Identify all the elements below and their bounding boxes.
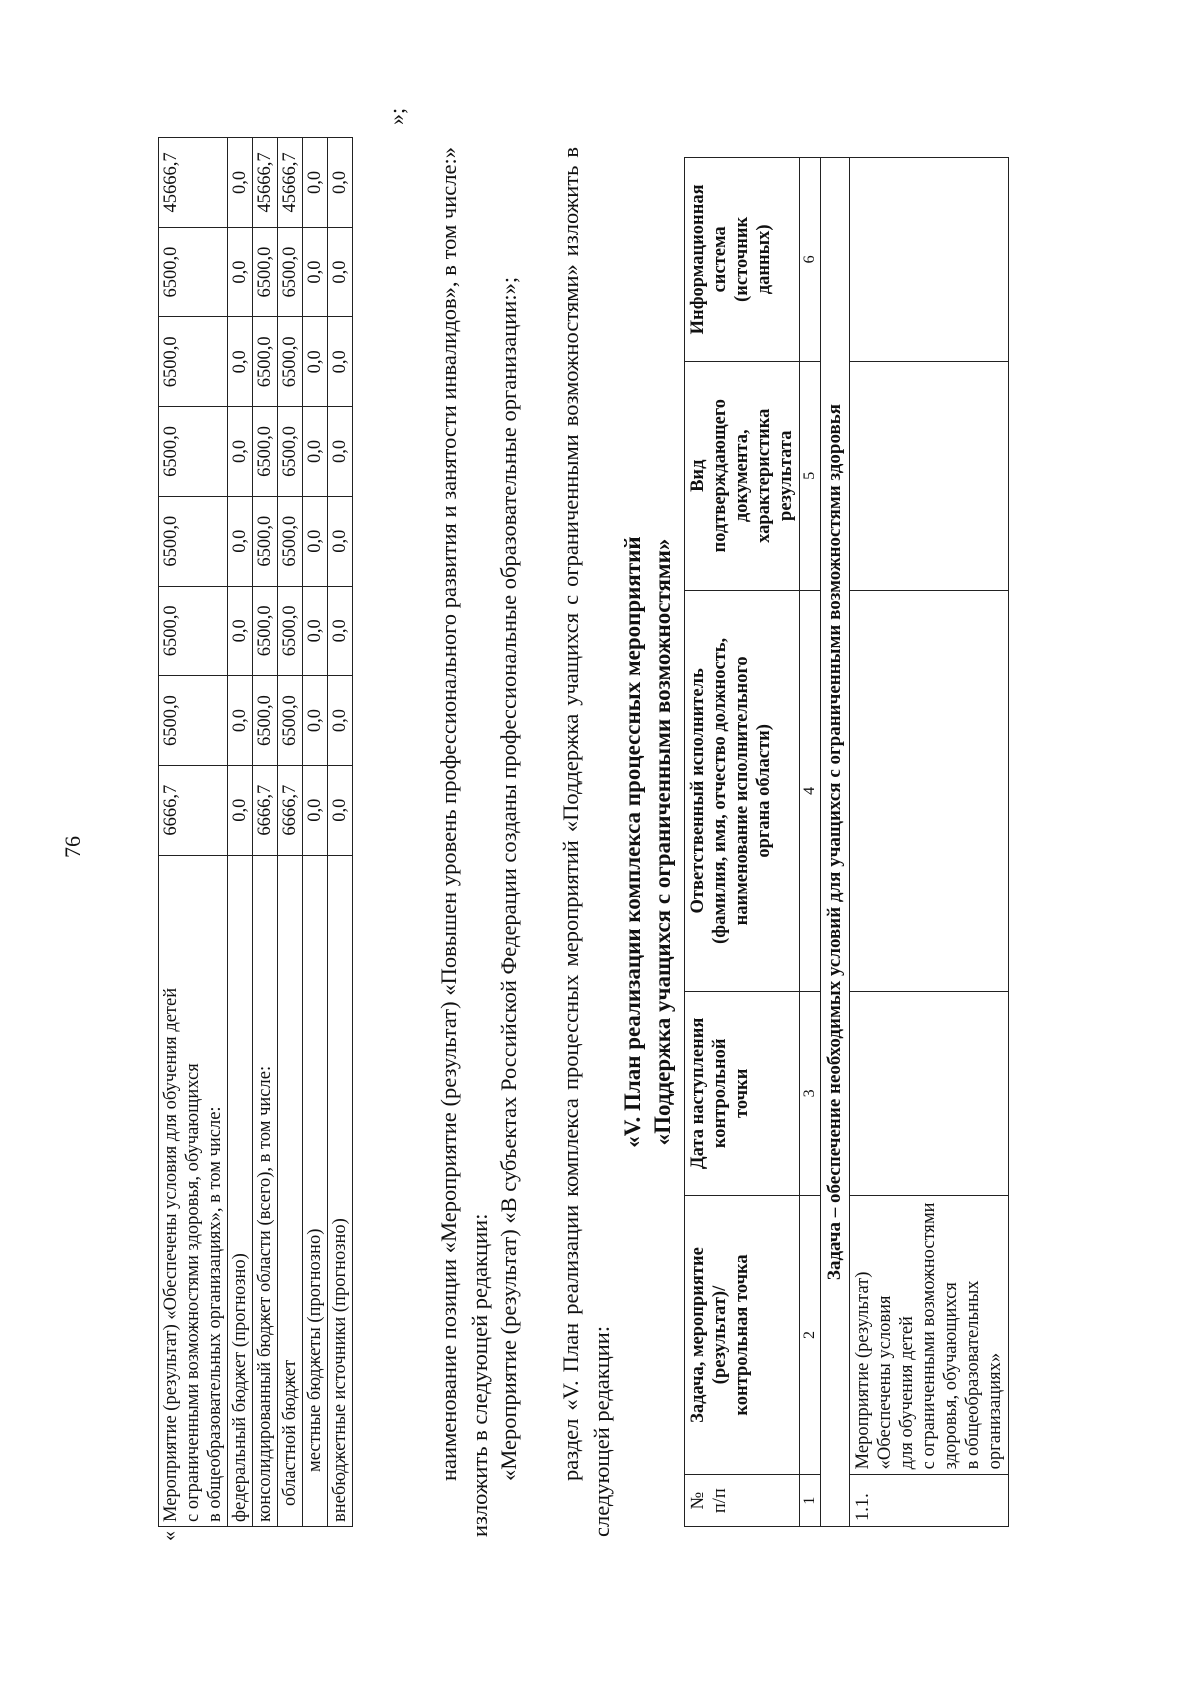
- plan-table: [684, 157, 1009, 1527]
- financing-row-label: местные бюджеты (прогнозно): [303, 855, 328, 1526]
- financing-value: 6500,0: [159, 586, 228, 676]
- financing-value: 6500,0: [253, 676, 278, 766]
- financing-value: 6500,0: [278, 676, 303, 766]
- item-info-system-cell: [850, 158, 1009, 362]
- financing-table: [158, 137, 353, 1527]
- financing-value: 6500,0: [278, 227, 303, 317]
- financing-value: 0,0: [303, 765, 328, 855]
- financing-value: 6500,0: [278, 496, 303, 586]
- financing-value: 6500,0: [278, 317, 303, 407]
- paragraph-rename-position: наименование позиции «Мероприятие (результат) «Повышен уровень профессионального развития и занятости инвалидов», в том числе:» изложить в следующей редакции:: [435, 147, 492, 1537]
- financing-value: 6500,0: [159, 227, 228, 317]
- financing-row: [228, 138, 253, 1527]
- financing-value: 6666,7: [253, 765, 278, 855]
- header-number: № п/п: [685, 1475, 800, 1527]
- financing-value: 6666,7: [159, 765, 228, 855]
- paragraph-section-v: раздел «V. План реализации комплекса процессных мероприятий «Поддержка учащихся с ограниченными возможностями» изложить в следующей редакции:: [557, 147, 614, 1537]
- column-number: 6: [800, 158, 821, 362]
- financing-value: 45666,7: [253, 138, 278, 228]
- section-heading-line-1: «V. План реализации комплекса процессных мероприятий: [620, 536, 645, 1148]
- financing-value: 0,0: [328, 586, 353, 676]
- item-number: 1.1.: [850, 1475, 1009, 1527]
- financing-value: 45666,7: [278, 138, 303, 228]
- financing-value: 6500,0: [159, 496, 228, 586]
- financing-value: 0,0: [328, 227, 353, 317]
- financing-value: 0,0: [303, 496, 328, 586]
- item-description: Мероприятие (результат) «Обеспечены условия для обучения детей с ограниченными возможностями здоровья, обучающихся в общеобразовательных организациях»: [850, 1195, 1009, 1475]
- financing-value: 6500,0: [253, 586, 278, 676]
- financing-value: 0,0: [228, 496, 253, 586]
- item-responsible-cell: [850, 590, 1009, 991]
- financing-table-block: [158, 107, 409, 1541]
- column-number: 4: [800, 590, 821, 991]
- financing-row: [278, 138, 303, 1527]
- financing-value: 6500,0: [253, 227, 278, 317]
- financing-value: 0,0: [328, 138, 353, 228]
- header-task: Задача, мероприятие (результат)/ контрольная точка: [685, 1195, 800, 1475]
- financing-row-label: консолидированный бюджет области (всего), в том числе:: [253, 855, 278, 1526]
- page-number: 76: [60, 836, 85, 858]
- financing-row: [303, 138, 328, 1527]
- financing-row-label: Мероприятие (результат) «Обеспечены условия для обучения детей с ограниченными возможностями здоровья, обучающихся в общеобразовательных организациях», в том числе:: [159, 855, 228, 1526]
- financing-row: [328, 138, 353, 1527]
- financing-value: 0,0: [328, 765, 353, 855]
- opening-quote: «: [158, 1531, 180, 1541]
- financing-value: 0,0: [228, 586, 253, 676]
- financing-row: [159, 138, 228, 1527]
- column-number: 1: [800, 1475, 821, 1527]
- financing-value: 6500,0: [278, 586, 303, 676]
- financing-value: 0,0: [303, 407, 328, 497]
- financing-value: 0,0: [303, 586, 328, 676]
- paragraph-new-wording: «Мероприятие (результат) «В субъектах Российской Федерации созданы профессиональные образовательные организации:»;: [495, 276, 521, 1481]
- financing-value: 0,0: [228, 765, 253, 855]
- financing-value: 0,0: [228, 138, 253, 228]
- task-text: Задача – обеспечение необходимых условий для учащихся с ограниченными возможностями здоровья: [821, 158, 850, 1527]
- header-info-system: Информационная система (источник данных): [685, 158, 800, 362]
- column-number: 3: [800, 991, 821, 1195]
- task-row: [821, 158, 850, 1527]
- financing-value: 6500,0: [253, 317, 278, 407]
- financing-value: 0,0: [303, 317, 328, 407]
- financing-value: 0,0: [303, 676, 328, 766]
- plan-table-block: [684, 157, 1009, 1527]
- financing-value: 0,0: [328, 317, 353, 407]
- financing-value: 0,0: [228, 317, 253, 407]
- section-heading: [618, 147, 678, 1537]
- plan-table-header-row: [685, 158, 800, 1527]
- header-responsible: Ответственный исполнитель (фамилия, имя, отчество должность, наименование исполнительного органа области): [685, 590, 800, 991]
- column-number: 2: [800, 1195, 821, 1475]
- financing-value: 0,0: [328, 407, 353, 497]
- financing-row-label: областной бюджет: [278, 855, 303, 1526]
- financing-value: 0,0: [328, 676, 353, 766]
- financing-value: 6500,0: [253, 496, 278, 586]
- financing-value: 0,0: [328, 496, 353, 586]
- financing-value: 6500,0: [278, 407, 303, 497]
- financing-value: 45666,7: [159, 138, 228, 228]
- item-document-cell: [850, 361, 1009, 590]
- section-heading-line-2: «Поддержка учащихся с ограниченными возможностями»: [650, 538, 675, 1146]
- item-date-cell: [850, 991, 1009, 1195]
- closing-quote: »;: [384, 107, 409, 125]
- financing-row: [253, 138, 278, 1527]
- column-number-row: [800, 158, 821, 1527]
- column-number: 5: [800, 361, 821, 590]
- financing-value: 6500,0: [159, 317, 228, 407]
- financing-value: 0,0: [303, 138, 328, 228]
- financing-value: 0,0: [303, 227, 328, 317]
- financing-value: 6500,0: [159, 407, 228, 497]
- header-document-type: Вид подтверждающего документа, характеристика результата: [685, 361, 800, 590]
- financing-row-label: федеральный бюджет (прогнозно): [228, 855, 253, 1526]
- financing-value: 6500,0: [159, 676, 228, 766]
- financing-value: 6500,0: [253, 407, 278, 497]
- financing-value: 0,0: [228, 227, 253, 317]
- financing-row-label: внебюджетные источники (прогнозно): [328, 855, 353, 1526]
- financing-value: 6666,7: [278, 765, 303, 855]
- plan-item-row: [850, 158, 1009, 1527]
- financing-value: 0,0: [228, 676, 253, 766]
- financing-value: 0,0: [228, 407, 253, 497]
- header-date: Дата наступления контрольной точки: [685, 991, 800, 1195]
